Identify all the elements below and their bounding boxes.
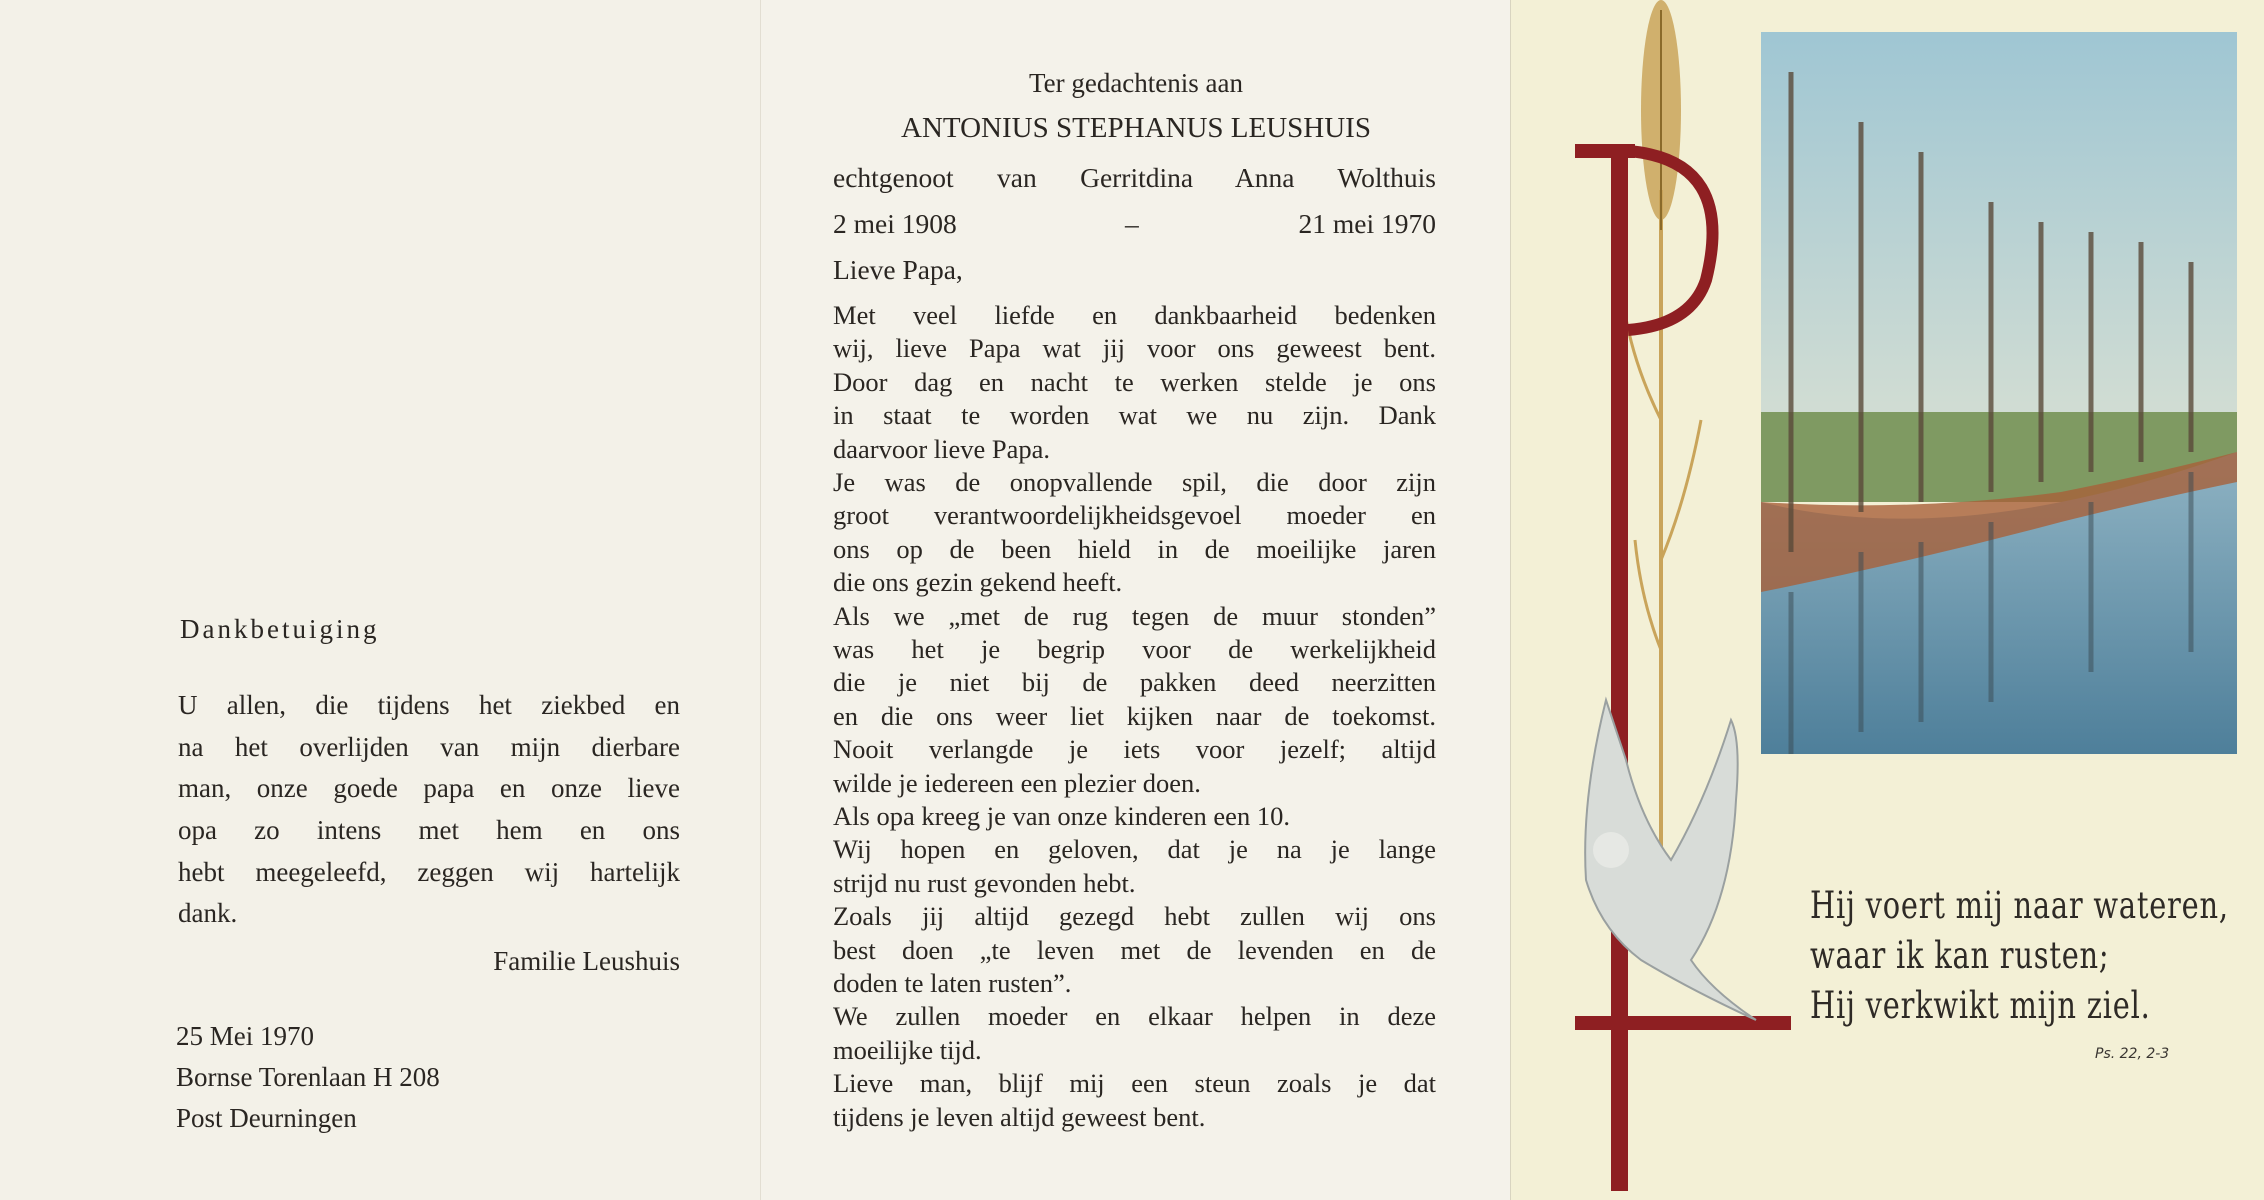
- date: 25 Mei 1970: [176, 1021, 314, 1051]
- date-dash: –: [1125, 208, 1139, 239]
- left-panel: [0, 0, 760, 1200]
- body-line: opa zo intens met hem en ons: [178, 815, 680, 845]
- letter-line: moeilijke tijd.: [833, 1034, 982, 1065]
- letter-line: wij, lieve Papa wat jij voor ons geweest bent.: [833, 333, 1436, 364]
- letter-line: Als opa kreeg je van onze kinderen een 10.: [833, 801, 1290, 831]
- dates-line: [833, 208, 1436, 240]
- letter-line: die je niet bij de pakken deed neerzitten: [833, 667, 1436, 698]
- letter-line: die ons gezin gekend heeft.: [833, 567, 1123, 598]
- body-line: na het overlijden van mijn dierbare: [178, 732, 680, 762]
- middle-panel: [760, 0, 1511, 1200]
- body-line: hebt meegeleefd, zeggen wij hartelijk: [178, 857, 680, 887]
- address-line: Bornse Torenlaan H 208: [176, 1062, 440, 1092]
- verse-line: Hij voert mij naar wateren,: [1810, 884, 2229, 927]
- deceased-name: ANTONIUS STEPHANUS LEUSHUIS: [901, 112, 1371, 144]
- letter-line: en die ons weer liet kijken naar de toekomst.: [833, 700, 1436, 731]
- letter-line: doden te laten rusten”.: [833, 968, 1072, 998]
- letter-line: wilde je iedereen een plezier doen.: [833, 767, 1201, 798]
- letter-line: was het je begrip voor de werkelijkheid: [833, 634, 1436, 664]
- dove-icon: [1585, 700, 1756, 1020]
- body-line: dank.: [178, 898, 238, 928]
- letter-line: best doen „te leven met de levenden en de: [833, 934, 1436, 965]
- letter-line: Nooit verlangde je iets voor jezelf; altijd: [833, 734, 1436, 765]
- letter-line: Wij hopen en geloven, dat je na je lange: [833, 834, 1436, 865]
- heading-dankbetuiging: Dankbetuiging: [180, 614, 380, 644]
- letter-line: Met veel liefde en dankbaarheid bedenken: [833, 300, 1436, 330]
- letter-line: daarvoor lieve Papa.: [833, 433, 1051, 464]
- right-panel: [1510, 0, 2264, 1200]
- birth-date: 2 mei 1908: [833, 208, 957, 239]
- letter-line: Door dag en nacht te werken stelde je ons: [833, 366, 1436, 397]
- salutation: Lieve Papa,: [833, 254, 963, 285]
- letter-line: Lieve man, blijf mij een steun zoals je dat: [833, 1068, 1436, 1099]
- signature: Familie Leushuis: [493, 946, 680, 976]
- cross-icon: [1575, 144, 1791, 1191]
- address-line: Post Deurningen: [176, 1103, 357, 1133]
- wheat-icon: [1623, 0, 1701, 880]
- letter-line: tijdens je leven altijd geweest bent.: [833, 1101, 1206, 1132]
- body-line: man, onze goede papa en onze lieve: [178, 773, 680, 803]
- verse-line: waar ik kan rusten;: [1810, 934, 2110, 977]
- letter-line: Je was de onopvallende spil, die door zijn: [833, 467, 1436, 497]
- letter-line: Zoals jij altijd gezegd hebt zullen wij ons: [833, 901, 1436, 932]
- verse-reference: Ps. 22, 2-3: [2095, 1046, 2170, 1062]
- landscape-photo: [1761, 32, 2237, 754]
- letter-line: We zullen moeder en elkaar helpen in deze: [833, 1001, 1436, 1032]
- letter-line: Als we „met de rug tegen de muur stonden”: [833, 600, 1436, 631]
- death-date: 21 mei 1970: [1298, 208, 1436, 239]
- letter-line: in staat te worden wat we nu zijn. Dank: [833, 400, 1436, 431]
- spouse-line: echtgenoot van Gerritdina Anna Wolthuis: [833, 162, 1436, 193]
- letter-line: ons op de been hield in de moeilijke jaren: [833, 533, 1436, 564]
- verse-line: Hij verkwikt mijn ziel.: [1810, 984, 2151, 1027]
- intro: Ter gedachtenis aan: [1029, 68, 1243, 98]
- letter-line: groot verantwoordelijkheidsgevoel moeder en: [833, 500, 1436, 531]
- body-line: U allen, die tijdens het ziekbed en: [178, 690, 680, 720]
- letter-line: strijd nu rust gevonden hebt.: [833, 867, 1136, 898]
